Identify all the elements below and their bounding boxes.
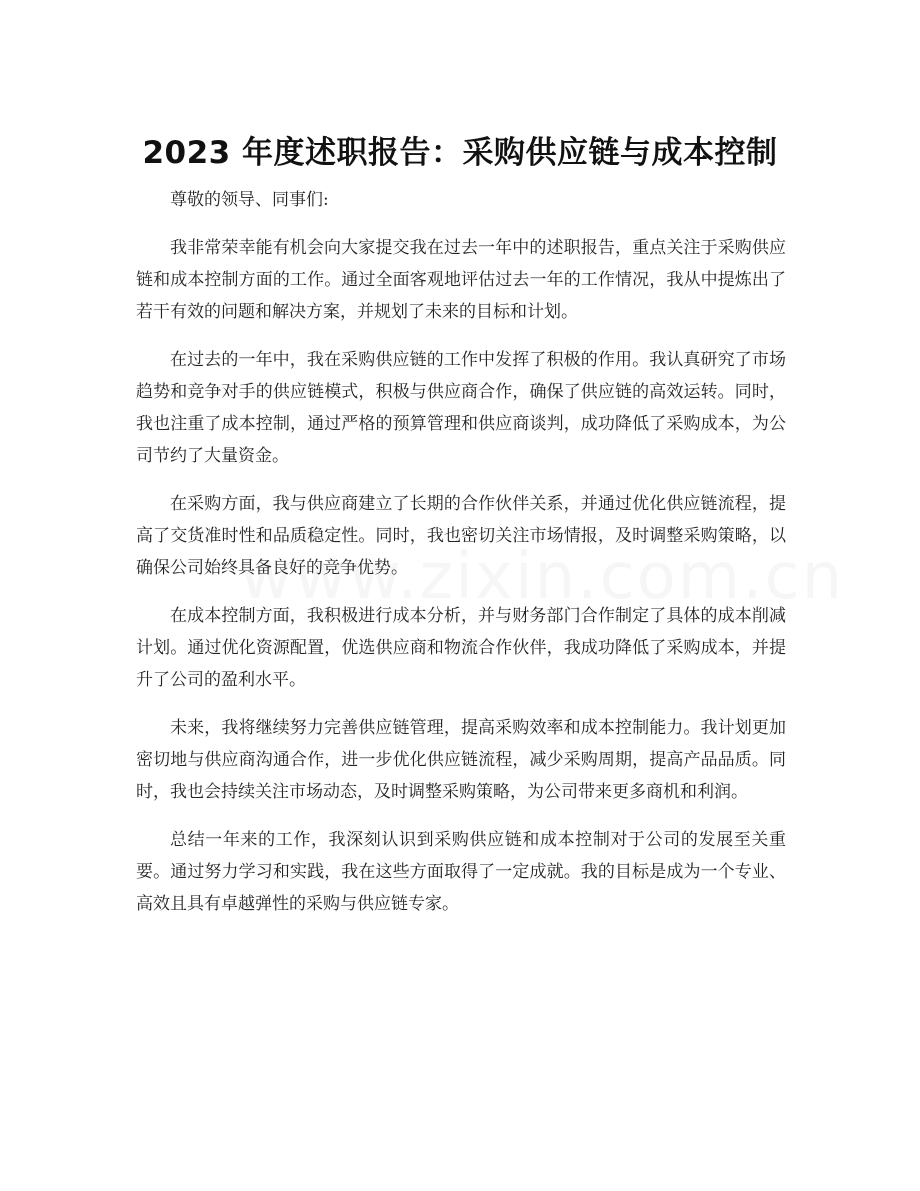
paragraph-cost-control: 在成本控制方面，我积极进行成本分析，并与财务部门合作制定了具体的成本削减计划。通过优化资源配置，优选供应商和物流合作伙伴，我成功降低了采购成本，并提升了公司的盈利水平。 — [136, 606, 786, 690]
paragraph-procurement: 在采购方面，我与供应商建立了长期的合作伙伴关系，并通过优化供应链流程，提高了交货准时性和品质稳定性。同时，我也密切关注市场情报，及时调整采购策略，以确保公司始终具备良好的竞争优势。 — [136, 494, 786, 578]
paragraph-past-year: 在过去的一年中，我在采购供应链的工作中发挥了积极的作用。我认真研究了市场趋势和竞争对手的供应链模式，积极与供应商合作，确保了供应链的高效运转。同时，我也注重了成本控制，通过严格的预算管理和供应商谈判，成功降低了采购成本，为公司节约了大量资金。 — [136, 350, 786, 466]
document-title: 2023 年度述职报告：采购供应链与成本控制 — [142, 134, 778, 171]
paragraph-intro: 我非常荣幸能有机会向大家提交我在过去一年中的述职报告，重点关注于采购供应链和成本控制方面的工作。通过全面客观地评估过去一年的工作情况，我从中提炼出了若干有效的问题和解决方案，并规划了未来的目标和计划。 — [136, 238, 786, 322]
paragraph-future: 未来，我将继续努力完善供应链管理，提高采购效率和成本控制能力。我计划更加密切地与供应商沟通合作，进一步优化供应链流程，减少采购周期，提高产品品质。同时，我也会持续关注市场动态，及时调整采购策略，为公司带来更多商机和利润。 — [136, 718, 786, 802]
document-body — [136, 184, 786, 936]
greeting: 尊敬的领导、同事们: — [170, 190, 329, 210]
paragraph-summary: 总结一年来的工作，我深刻认识到采购供应链和成本控制对于公司的发展至关重要。通过努力学习和实践，我在这些方面取得了一定成就。我的目标是成为一个专业、高效且具有卓越弹性的采购与供应链专家。 — [136, 830, 786, 914]
